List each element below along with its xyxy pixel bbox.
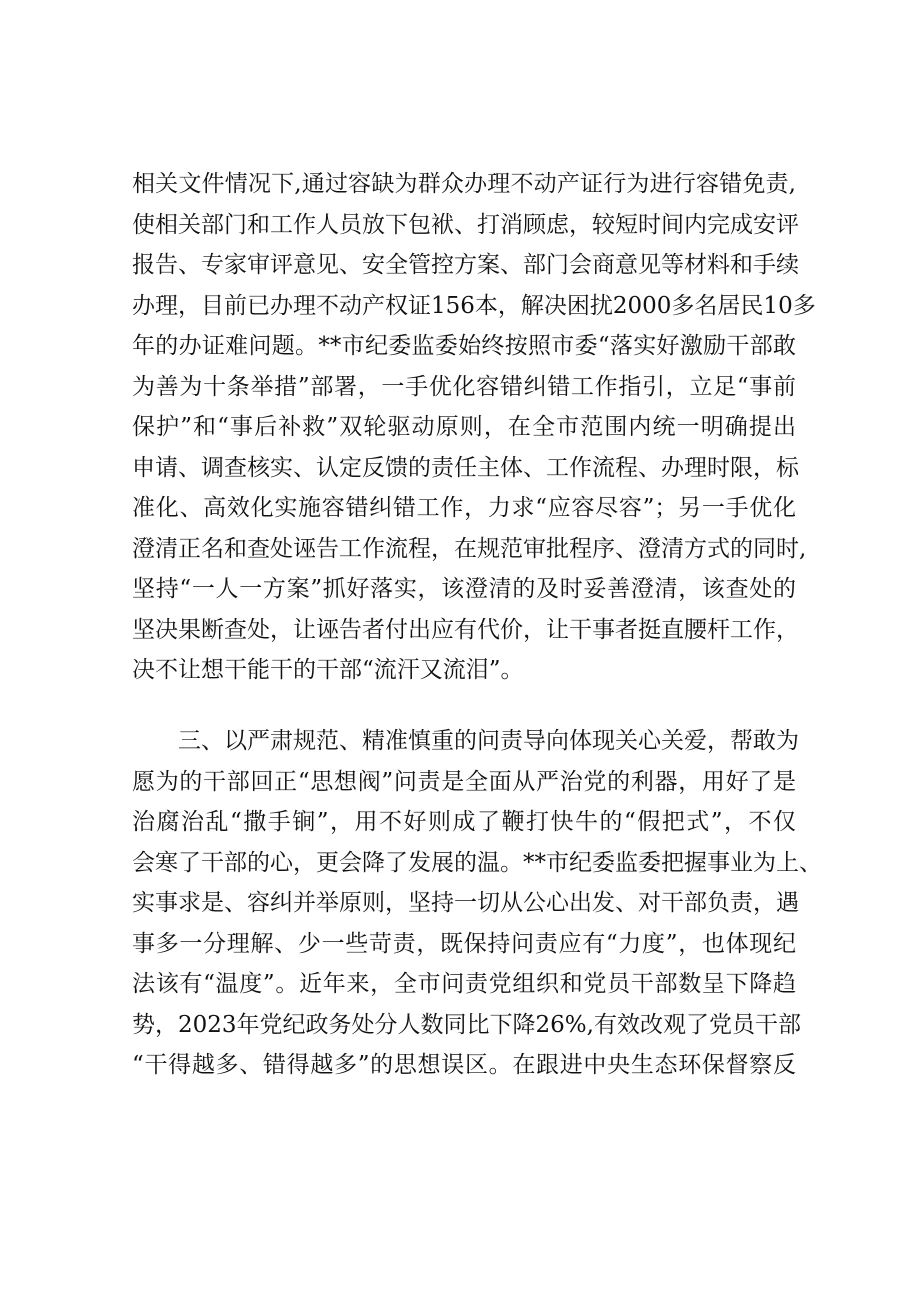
text-line: 势，2023年党纪政务处分人数同比下降26%,有效改观了党员干部 [132, 1011, 801, 1038]
text-line: 申请、调查核实、认定反馈的责任主体、工作流程、办理时限，标 [132, 454, 799, 481]
text-line: 决不让想干能干的干部“流汗又流泪”。 [132, 657, 524, 683]
text-line: “干得越多、错得越多”的思想误区。在跟进中央生态环保督察反 [132, 1052, 796, 1078]
text-line: 法该有“温度”。近年来，全市问责党组织和党员干部数呈下降趋 [132, 971, 796, 997]
text-line: 使相关部门和工作人员放下包袱、打消顾虑，较短时间内完成安评 [132, 211, 799, 238]
text-line: 治腐治乱“撒手锏”，用不好则成了鞭打快牛的“假把式”，不仅 [132, 809, 796, 835]
text-line: 准化、高效化实施容错纠错工作，力求“应容尽容”；另一手优化 [132, 495, 796, 521]
text-line: 办理，目前已办理不动产权证156本，解决困扰2000多名居民10多 [132, 292, 816, 319]
text-line: 为善为十条举措”部署，一手优化容错纠错工作指引，立足“事前 [132, 373, 796, 400]
text-line: 愿为的干部回正“思想阀”问责是全面从严治党的利器，用好了是 [132, 768, 796, 795]
text-line: 实事求是、容纠并举原则，坚持一切从公心出发、对干部负责，遇 [132, 890, 799, 916]
text-line: 事多一分理解、少一些苛责，既保持问责应有“力度”，也体现纪 [132, 930, 796, 957]
text-line: 保护”和“事后补救”双轮驱动原则，在全市范围内统一明确提出 [132, 414, 796, 440]
text-line: 相关文件情况下,通过容缺为群众办理不动产证行为进行容错免责, [132, 171, 796, 197]
text-line: 澄清正名和查处诬告工作流程，在规范审批程序、澄清方式的同时, [132, 535, 807, 562]
text-line: 坚持“一人一方案”抓好落实，该澄清的及时妥善澄清，该查处的 [132, 576, 796, 602]
section-heading-line: 三、以严肃规范、精准慎重的问责导向体现关心关爱，帮敢为 [178, 728, 799, 754]
paragraph-1 [132, 164, 816, 691]
text-line: 会寒了干部的心，更会降了发展的温。**市纪委监委把握事业为上、 [132, 849, 822, 876]
text-line: 报告、专家审评意见、安全管控方案、部门会商意见等材料和手续 [132, 252, 799, 278]
text-line: 年的办证难问题。**市纪委监委始终按照市委“落实好激励干部敢 [132, 333, 796, 359]
paragraph-2 [132, 721, 822, 1086]
text-line: 坚决果断查处，让诬告者付出应有代价，让干事者挺直腰杆工作， [132, 616, 799, 643]
